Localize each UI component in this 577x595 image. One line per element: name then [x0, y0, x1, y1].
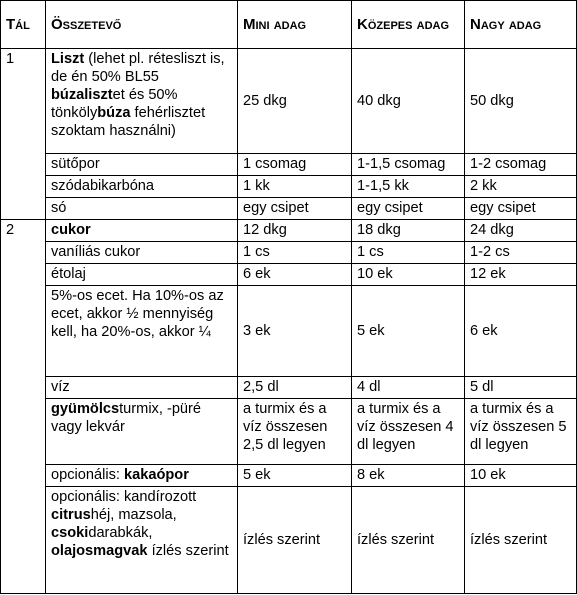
amount-kozepes: 10 ek	[352, 264, 465, 286]
amount-kozepes: 40 dkg	[352, 49, 465, 154]
table-row	[1, 376, 577, 398]
amount-kozepes: 8 ek	[352, 465, 465, 487]
amount-nagy: 1-2 cs	[465, 242, 577, 264]
ingredient-text: sütőpor	[51, 155, 100, 172]
ingredient-cell	[46, 49, 238, 154]
amount-nagy: egy csipet	[465, 197, 577, 219]
ingredient-text: turmix, -püré vagy lekvár	[51, 400, 202, 435]
table-row	[1, 197, 577, 219]
ingredient-cell	[46, 264, 238, 286]
ingredient-cell	[46, 465, 238, 487]
bowl-number: 1	[1, 49, 46, 220]
amount-mini: ízlés szerint	[238, 487, 352, 594]
ingredient-cell	[46, 175, 238, 197]
amount-kozepes: a turmix és a víz összesen 4 dl legyen	[352, 398, 465, 464]
amount-mini: 25 dkg	[238, 49, 352, 154]
ingredient-highlight: Liszt	[51, 51, 85, 67]
ingredient-cell	[46, 197, 238, 219]
amount-mini: 3 ek	[238, 286, 352, 376]
amount-kozepes: egy csipet	[352, 197, 465, 219]
ingredient-text: héj, mazsola,	[90, 507, 177, 524]
header-kozepes-adag: Közepes adag	[352, 1, 465, 49]
ingredient-text: opcionális:	[51, 467, 125, 484]
ingredient-highlight: olajosmagvak	[51, 543, 148, 560]
ingredient-text: darabkák,	[88, 525, 153, 542]
ingredient-highlight: cukor	[51, 221, 91, 238]
ingredient-highlight: gyümölcs	[51, 400, 120, 417]
ingredient-text: opcionális: kandírozott	[51, 489, 197, 506]
amount-nagy: 6 ek	[465, 286, 577, 376]
amount-nagy: a turmix és a víz összesen 5 dl legyen	[465, 398, 577, 464]
table-row	[1, 487, 577, 594]
ingredient-highlight: csoki	[51, 525, 89, 542]
ingredient-text: ízlés szerint	[147, 543, 229, 560]
ingredient-text: só	[51, 199, 67, 216]
table-row	[1, 175, 577, 197]
ingredient-text: étolaj	[51, 266, 86, 283]
ingredient-cell	[46, 487, 238, 594]
amount-kozepes: 5 ek	[352, 286, 465, 376]
amount-mini: 6 ek	[238, 264, 352, 286]
amount-nagy: 10 ek	[465, 465, 577, 487]
amount-nagy: ízlés szerint	[465, 487, 577, 594]
table-row	[1, 398, 577, 464]
header-mini-adag: Mini adag	[238, 1, 352, 49]
amount-nagy: 24 dkg	[465, 219, 577, 241]
ingredient-text: víz	[51, 378, 70, 395]
ingredient-cell	[46, 153, 238, 175]
amount-nagy: 1-2 csomag	[465, 153, 577, 175]
amount-kozepes: 18 dkg	[352, 219, 465, 241]
ingredient-text: et és 50% tönköly	[51, 87, 178, 121]
ingredient-cell	[46, 286, 238, 376]
ingredient-text: fehérlisztet szoktam használni)	[51, 105, 206, 139]
table-row	[1, 219, 577, 241]
amount-kozepes: ízlés szerint	[352, 487, 465, 594]
ingredient-text: szódabikarbóna	[51, 177, 155, 194]
header-row	[1, 1, 577, 49]
amount-mini: 1 csomag	[238, 153, 352, 175]
amount-kozepes: 1 cs	[352, 242, 465, 264]
ingredient-text: vaníliás cukor	[51, 244, 141, 260]
table-row	[1, 49, 577, 154]
amount-nagy: 5 dl	[465, 376, 577, 398]
header-osszetevo: Összetevő	[46, 1, 238, 49]
amount-mini: 1 kk	[238, 175, 352, 197]
amount-nagy: 12 ek	[465, 264, 577, 286]
table-row	[1, 242, 577, 264]
ingredient-highlight: kakaópor	[124, 467, 189, 484]
ingredient-highlight: búzaliszt	[51, 87, 113, 103]
ingredient-cell	[46, 398, 238, 464]
table-row	[1, 465, 577, 487]
ingredient-cell	[46, 376, 238, 398]
header-nagy-adag: Nagy adag	[465, 1, 577, 49]
ingredient-text: 5%-os ecet. Ha 10%-os az ecet, akkor ½ mennyiség kell, ha 20%-os, akkor ¼	[51, 288, 224, 341]
header-tal: Tál	[1, 1, 46, 49]
table-row	[1, 264, 577, 286]
ingredient-highlight: búza	[97, 105, 131, 121]
amount-mini: 5 ek	[238, 465, 352, 487]
ingredient-cell	[46, 219, 238, 241]
ingredient-text: (lehet pl. rétesliszt is, de én 50% BL55	[51, 51, 225, 85]
amount-mini: egy csipet	[238, 197, 352, 219]
amount-mini: a turmix és a víz összesen 2,5 dl legyen	[238, 398, 352, 464]
amount-kozepes: 1-1,5 csomag	[352, 153, 465, 175]
bowl-number: 2	[1, 219, 46, 593]
ingredient-highlight: citrus	[51, 507, 91, 524]
amount-mini: 12 dkg	[238, 219, 352, 241]
amount-kozepes: 4 dl	[352, 376, 465, 398]
table-row	[1, 153, 577, 175]
table-row	[1, 286, 577, 376]
amount-kozepes: 1-1,5 kk	[352, 175, 465, 197]
amount-nagy: 50 dkg	[465, 49, 577, 154]
amount-mini: 1 cs	[238, 242, 352, 264]
amount-nagy: 2 kk	[465, 175, 577, 197]
amount-mini: 2,5 dl	[238, 376, 352, 398]
ingredient-cell	[46, 242, 238, 264]
